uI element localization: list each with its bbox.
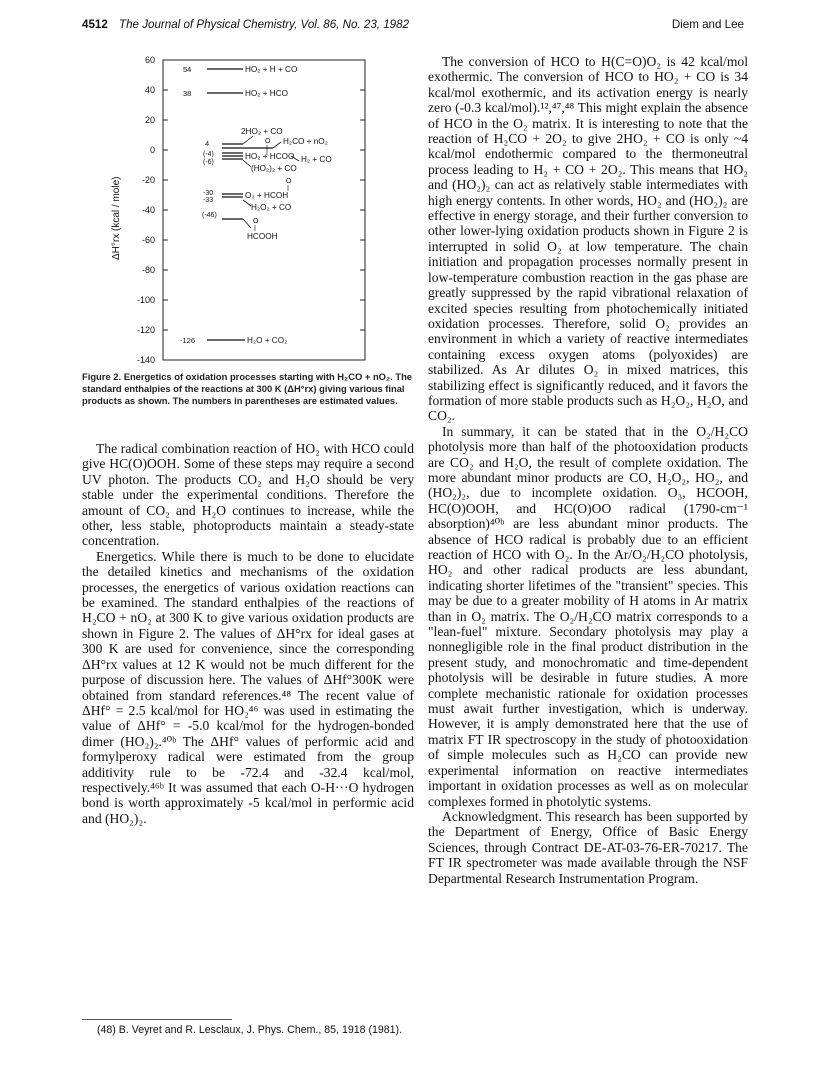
ytick-label: -80	[141, 265, 155, 275]
connector	[243, 136, 253, 144]
ytick-label: 60	[144, 55, 155, 65]
level-value: -30	[203, 190, 214, 197]
connector	[243, 160, 251, 167]
ytick-label: -20	[141, 175, 155, 185]
level-value: 54	[183, 65, 192, 74]
level-value: (-6)	[203, 159, 214, 166]
ytick-label: -60	[141, 235, 155, 245]
ytick-20	[145, 115, 365, 125]
connector	[243, 200, 251, 206]
ytick-m20	[142, 175, 365, 185]
level-ho2-hcoo	[203, 151, 294, 161]
paragraph: In summary, it can be stated that in the O₂/H₂CO photolysis more than half of the photooxidation products are CO₂ and H₂O, the result of complete oxidation. The more abundant minor products are CO, H₂O₂, HO₂, and (HO₂)₂, due to incomplete oxidation. O₃, HCOOH, HC(O)OOH, and HC(O)OO radical (1790-cm⁻¹ absorption)⁴⁰ᵇ are less abundant minor products. The absence of HCO radical is probably due to an efficient reaction of HCO with O₂. In the Ar/O₂/H₂CO photolysis, HO₂ and other radical products are less abundant, indicating shorter lifetimes of the "transient" species. This may be due to a greater mobility of H atoms in Ar matrix than in O₂ matrix. The O₂/H₂CO matrix corresponds to a "lean-fuel" mixture. Secondary photolysis may play a nonnegligible role in the final product distribution in the present study, and monochromatic and time-dependent photolysis will be desirable in future studies. A more complete mechanistic rationale for oxidation processes must await further investigation, which is underway. However, it is amply demonstrated here that the use of matrix FT IR spectroscopy in the study of photooxidation of simple molecules such as H₂CO can provide new experimental information on reactive intermediates important in oxidation processes as well as on molecular complexes formed in photolytic systems.	[428, 423, 748, 809]
level-value: 4	[205, 139, 210, 148]
ytick-m120	[137, 325, 365, 335]
paragraph: The conversion of HCO to H(C=O)O₂ is 42 kcal/mol exothermic. The conversion of HCO to HO₂ + CO is 34 kcal/mol exothermic, and its activation energy is nearly zero (-0.3 kcal/mol).¹²,⁴⁷,⁴⁸ This might explain the absence of HCO in the O₂ matrix. It is interesting to note that the reaction of H₂CO + 2O₂ to give 2HO₂ + CO is only ~4 kcal/mol endothermic compared to the thermoneutral process leading to H₂ + CO + 2O₂. This means that HO₂ and (HO₂)₂ can act as relatively stable intermediates with high energy contents. In other words, HO₂ and (HO₂)₂ are effective in energy storage, and their further conversion to other lower-lying oxidation products shown in Figure 2 is interrupted in solid O₂ at low temperature. The chain initiation and propagation processes normally present in low-temperature combustion reaction in the gas phase are greatly suppressed by the rapid vibrational relaxation of excited species resulting from photochemically initiated oxidation processes. Therefore, solid O₂ provides an environment in which a variety of reactive intermediates containing excess oxygen atoms (polyoxides) are stabilized. As Ar dilutes O₂ in mixed matrices, this stabilizing effect is significantly reduced, and it favors the formation of more stable products such as H₂O₂, H₂O, and CO₂.	[428, 54, 748, 424]
ytick-m80	[142, 265, 365, 275]
level-label: (HO₂)₂ + CO	[251, 164, 297, 173]
level-value: (-4)	[203, 151, 214, 158]
caption-label: Figure 2.	[82, 371, 122, 382]
carbonyl-o: O	[286, 178, 292, 185]
page-number: 4512	[82, 18, 108, 31]
level-value: 38	[183, 89, 192, 98]
ytick-label: 20	[144, 115, 155, 125]
running-authors: Diem and Lee	[671, 18, 744, 31]
ytick-label: -40	[141, 205, 155, 215]
level-ho2-hco	[183, 89, 288, 98]
level-label: HO₂ + H + CO	[245, 65, 298, 74]
connector	[273, 142, 281, 148]
energy-levels	[180, 65, 332, 345]
level-value: -126	[180, 336, 196, 345]
level-ho2-2-co	[243, 160, 297, 173]
figure-caption	[82, 371, 414, 408]
footnote-rule	[82, 1019, 232, 1020]
paragraph: Energetics. While there is much to be done to elucidate the detailed kinetics and mechanisms of the oxidation processes, the energetics of various oxidation reactions can be examined. The standard enthalpies of the reactions of H₂CO + nO₂ at 300 K to give various oxidation products are shown in Figure 2. The values of ΔH°rx for ideal gases at 300 K are used for convenience, since the corresponding ΔH°rx values at 12 K would not be much different for the purpose of discussion here. The values of ΔHf°300K were obtained from standard references.⁴⁸ The recent value of ΔHf° = 2.5 kcal/mol for HO₂⁴⁶ was used in estimating the value of ΔHf° = -5.0 kcal/mol for the hydrogen-bonded dimer (HO₂)₂.⁴⁰ᵇ The ΔHf° values of performic acid and formylperoxy radical were estimated from the group additivity rule to be -72.4 and -32.4 kcal/mol, respectively.⁴⁶ᵇ It was assumed that each O-H···O hydrogen bond is worth approximately -5 kcal/mol in performic acid and (HO₂)₂.	[82, 548, 414, 826]
y-axis-label: ΔH°rx (kcal / mole)	[111, 176, 122, 260]
ytick-label: 40	[144, 85, 155, 95]
level-h2o-co2	[180, 336, 287, 345]
level-label: H₂O₂ + CO	[251, 203, 292, 212]
level-label: HO₂ + HCOO	[245, 152, 295, 161]
left-column	[82, 441, 414, 826]
level-label: HCOOH	[247, 232, 278, 241]
level-2ho2-co	[222, 127, 283, 144]
level-hcooh	[202, 212, 278, 241]
paragraph: Acknowledgment. This research has been supported by the Department of Energy, Office of Basic Energy Sciences, through Contract DE-AT-03-76-ER-70217. The FT IR spectrometer was made available through the NSF Departmental Research Instrumentation Program.	[428, 808, 748, 886]
page-header	[82, 18, 744, 36]
level-value: -33	[203, 197, 214, 204]
level-label: HO₂ + HCO	[245, 89, 288, 98]
ytick-label: -120	[136, 325, 155, 335]
level-value: (-46)	[202, 212, 217, 219]
ytick-m100	[137, 295, 365, 305]
level-label: H₂O + CO₂	[247, 336, 288, 345]
level-label: 2HO₂ + CO	[241, 127, 283, 136]
level-label: O₃ + HCOH	[245, 191, 289, 200]
paragraph: The radical combination reaction of HO₂ with HCO could give HC(O)OOH. Some of these steps may require a second UV photon. The products CO₂ and H₂O should be very stable under the experimental conditions. Therefore the amount of CO₂ and H₂O continues to increase, while the other, less stable, photoproducts maintain a steady-state concentration.	[82, 441, 414, 549]
level-label: H₂ + CO	[301, 155, 332, 164]
ytick-label: 0	[149, 145, 155, 155]
connector	[243, 219, 251, 228]
ytick-label: -140	[136, 355, 155, 365]
level-label: H₂CO + nO₂	[283, 137, 328, 146]
carbonyl-o: O	[265, 138, 271, 145]
level-o3-hcoh	[203, 178, 292, 200]
level-ho2-h-co	[183, 65, 297, 74]
journal-citation: The Journal of Physical Chemistry, Vol. 86, No. 23, 1982	[119, 18, 410, 31]
ytick-label: -100	[136, 295, 155, 305]
energy-level-diagram	[95, 50, 395, 370]
right-column	[428, 54, 748, 886]
footnote: (48) B. Veyret and R. Lesclaux, J. Phys. Chem., 85, 1918 (1981).	[97, 1024, 403, 1036]
carbonyl-o: O	[253, 218, 259, 225]
caption-text: Energetics of oxidation processes starting with H₂CO + nO₂. The standard enthalpies of the reactions at 300 K (ΔH°rx) giving various final products as shown. The numbers in parentheses are estimated values.	[82, 371, 413, 407]
